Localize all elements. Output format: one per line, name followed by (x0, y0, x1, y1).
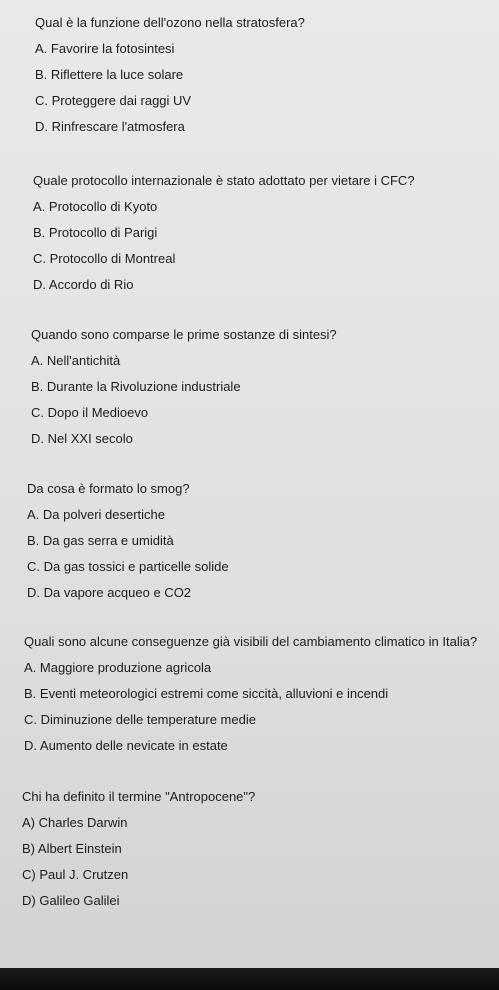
question-text: Qual è la funzione dell'ozono nella stratosfera? (35, 15, 305, 30)
question-text: Da cosa è formato lo smog? (27, 481, 190, 496)
answer-option: D) Galileo Galilei (22, 893, 120, 908)
answer-option: C. Da gas tossici e particelle solide (27, 559, 229, 574)
answer-option: B) Albert Einstein (22, 841, 122, 856)
answer-option: C. Dopo il Medioevo (31, 405, 149, 420)
answer-option: D. Accordo di Rio (33, 277, 134, 292)
question-text: Chi ha definito il termine "Antropocene"? (22, 789, 256, 804)
answer-option: B. Eventi meteorologici estremi come siccità, alluvioni e incendi (24, 686, 389, 701)
answer-option: C) Paul J. Crutzen (22, 867, 129, 882)
question-text: Quale protocollo internazionale è stato adottato per vietare i CFC? (33, 173, 415, 188)
question-5 (24, 634, 477, 754)
answer-option: D. Nel XXI secolo (31, 431, 133, 446)
answer-option: D. Da vapore acqueo e CO2 (27, 585, 192, 600)
answer-option: B. Protocollo di Parigi (33, 225, 158, 240)
question-text: Quando sono comparse le prime sostanze di sintesi? (31, 327, 337, 342)
question-text: Quali sono alcune conseguenze già visibili del cambiamento climatico in Italia? (24, 634, 478, 649)
answer-option: B. Da gas serra e umidità (27, 533, 174, 548)
answer-option: D. Rinfrescare l'atmosfera (35, 119, 185, 134)
answer-option: A. Protocollo di Kyoto (33, 199, 158, 214)
question-6 (22, 789, 255, 909)
answer-option: B. Riflettere la luce solare (35, 67, 184, 82)
question-3 (31, 327, 337, 447)
answer-option: D. Aumento delle nevicate in estate (24, 738, 228, 753)
answer-option: A. Maggiore produzione agricola (24, 660, 212, 675)
answer-option: A. Da polveri desertiche (27, 507, 166, 522)
question-1 (35, 15, 305, 135)
table-edge-shadow (0, 968, 499, 990)
answer-option: A. Favorire la fotosintesi (35, 41, 175, 56)
answer-option: C. Diminuzione delle temperature medie (24, 712, 256, 727)
answer-option: C. Proteggere dai raggi UV (35, 93, 192, 108)
answer-option: B. Durante la Rivoluzione industriale (31, 379, 241, 394)
question-4 (27, 481, 229, 601)
question-2 (33, 173, 415, 293)
answer-option: C. Protocollo di Montreal (33, 251, 176, 266)
answer-option: A. Nell'antichità (31, 353, 121, 368)
answer-option: A) Charles Darwin (22, 815, 128, 830)
